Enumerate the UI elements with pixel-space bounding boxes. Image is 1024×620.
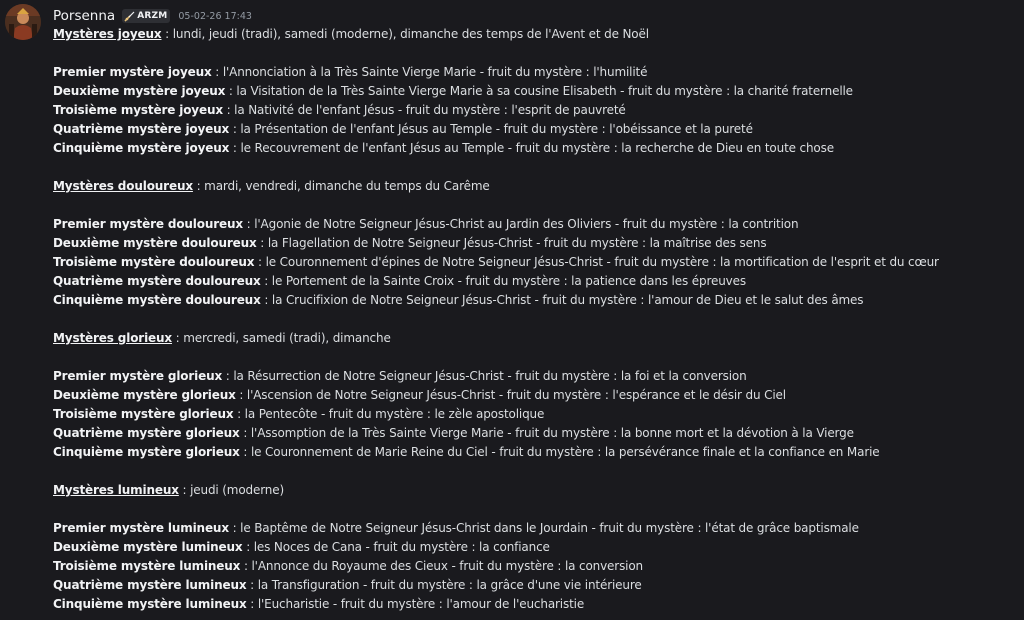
mystery-label: Quatrième mystère glorieux — [53, 426, 240, 440]
section-desc: : mercredi, samedi (tradi), dimanche — [172, 331, 391, 345]
mystery-line — [53, 519, 1018, 538]
mystery-line — [53, 595, 1018, 614]
section-heading — [53, 177, 1018, 196]
mystery-text: : l'Agonie de Notre Seigneur Jésus-Christ au Jardin des Oliviers - fruit du mystère : la contrition — [243, 217, 799, 231]
section-title: Mystères douloureux — [53, 179, 193, 193]
mystery-text: : la Présentation de l'enfant Jésus au Temple - fruit du mystère : l'obéissance et la pureté — [229, 122, 753, 136]
mystery-text: : l'Annonce du Royaume des Cieux - fruit du mystère : la conversion — [240, 559, 644, 573]
mystery-line — [53, 386, 1018, 405]
mystery-label: Troisième mystère lumineux — [53, 559, 241, 573]
mystery-line — [53, 557, 1018, 576]
mystery-label: Cinquième mystère lumineux — [53, 597, 247, 611]
blank-line — [53, 348, 1018, 367]
blank-line — [53, 44, 1018, 63]
section-desc: : jeudi (moderne) — [178, 483, 285, 497]
mystery-text: : les Noces de Cana - fruit du mystère : la confiance — [242, 540, 550, 554]
mystery-text: : la Transfiguration - fruit du mystère : la grâce d'une vie intérieure — [246, 578, 642, 592]
mystery-label: Premier mystère lumineux — [53, 521, 229, 535]
mystery-text: : l'Ascension de Notre Seigneur Jésus-Christ - fruit du mystère : l'espérance et le désir du Ciel — [235, 388, 786, 402]
mystery-label: Cinquième mystère joyeux — [53, 141, 230, 155]
avatar[interactable] — [5, 4, 41, 40]
mystery-line — [53, 234, 1018, 253]
mystery-text: : la Pentecôte - fruit du mystère : le zèle apostolique — [233, 407, 545, 421]
section-heading — [53, 25, 1018, 44]
mystery-label: Deuxième mystère joyeux — [53, 84, 226, 98]
mystery-label: Quatrième mystère douloureux — [53, 274, 261, 288]
sword-tag-icon — [124, 7, 135, 26]
mystery-label: Premier mystère douloureux — [53, 217, 243, 231]
section-title: Mystères glorieux — [53, 331, 173, 345]
mystery-line — [53, 101, 1018, 120]
mystery-label: Deuxième mystère douloureux — [53, 236, 257, 250]
section-desc: : mardi, vendredi, dimanche du temps du Carême — [192, 179, 490, 193]
blank-line — [53, 500, 1018, 519]
mystery-line — [53, 424, 1018, 443]
mystery-label: Deuxième mystère glorieux — [53, 388, 236, 402]
mystery-line — [53, 63, 1018, 82]
blank-line — [53, 310, 1018, 329]
mystery-text: : la Flagellation de Notre Seigneur Jésus-Christ - fruit du mystère : la maîtrise des sens — [256, 236, 767, 250]
timestamp[interactable]: 05-02-26 17:43 — [178, 10, 252, 22]
mystery-line — [53, 538, 1018, 557]
mystery-text: : l'Annonciation à la Très Sainte Vierge Marie - fruit du mystère : l'humilité — [211, 65, 648, 79]
mystery-label: Quatrième mystère lumineux — [53, 578, 247, 592]
mystery-text: : la Visitation de la Très Sainte Vierge Marie à sa cousine Elisabeth - fruit du mystère : la charité fraternelle — [225, 84, 853, 98]
mystery-label: Troisième mystère glorieux — [53, 407, 234, 421]
mystery-text: : le Couronnement d'épines de Notre Seigneur Jésus-Christ - fruit du mystère : la mortification de l'esprit et du cœur — [254, 255, 939, 269]
section-title: Mystères joyeux — [53, 27, 162, 41]
server-tag-label: ARZM — [137, 11, 168, 21]
username[interactable]: Porsenna — [53, 8, 116, 24]
mystery-line — [53, 139, 1018, 158]
mystery-line — [53, 82, 1018, 101]
mystery-line — [53, 576, 1018, 595]
mystery-line — [53, 443, 1018, 462]
mystery-text: : le Baptême de Notre Seigneur Jésus-Christ dans le Jourdain - fruit du mystère : l'état de grâce baptismale — [228, 521, 859, 535]
blank-line — [53, 158, 1018, 177]
section-heading — [53, 329, 1018, 348]
section-desc: : lundi, jeudi (tradi), samedi (moderne), dimanche des temps de l'Avent et de Noël — [161, 27, 649, 41]
section-heading — [53, 481, 1018, 500]
blank-line — [53, 462, 1018, 481]
mystery-text: : le Couronnement de Marie Reine du Ciel - fruit du mystère : la persévérance finale et la confiance en Marie — [239, 445, 880, 459]
mystery-label: Premier mystère joyeux — [53, 65, 212, 79]
mystery-line — [53, 405, 1018, 424]
mystery-text: : l'Assomption de la Très Sainte Vierge Marie - fruit du mystère : la bonne mort et la dévotion à la Vierge — [239, 426, 854, 440]
message-header — [53, 7, 252, 25]
mystery-label: Quatrième mystère joyeux — [53, 122, 230, 136]
mystery-label: Cinquième mystère glorieux — [53, 445, 240, 459]
mystery-line — [53, 291, 1018, 310]
mystery-label: Troisième mystère joyeux — [53, 103, 223, 117]
mystery-text: : le Portement de la Sainte Croix - fruit du mystère : la patience dans les épreuves — [260, 274, 746, 288]
mystery-line — [53, 253, 1018, 272]
mystery-label: Premier mystère glorieux — [53, 369, 223, 383]
mystery-label: Troisième mystère douloureux — [53, 255, 255, 269]
mystery-text: : la Nativité de l'enfant Jésus - fruit du mystère : l'esprit de pauvreté — [222, 103, 626, 117]
mystery-text: : le Recouvrement de l'enfant Jésus au Temple - fruit du mystère : la recherche de Dieu en toute chose — [229, 141, 834, 155]
mystery-text: : la Résurrection de Notre Seigneur Jésus-Christ - fruit du mystère : la foi et la conversion — [222, 369, 747, 383]
mystery-line — [53, 120, 1018, 139]
mystery-label: Cinquième mystère douloureux — [53, 293, 261, 307]
mystery-label: Deuxième mystère lumineux — [53, 540, 243, 554]
mystery-line — [53, 215, 1018, 234]
blank-line — [53, 196, 1018, 215]
mystery-line — [53, 272, 1018, 291]
mystery-text: : l'Eucharistie - fruit du mystère : l'amour de l'eucharistie — [246, 597, 585, 611]
mystery-text: : la Crucifixion de Notre Seigneur Jésus-Christ - fruit du mystère : l'amour de Dieu et le salut des âmes — [260, 293, 864, 307]
server-tag[interactable] — [122, 9, 170, 23]
section-title: Mystères lumineux — [53, 483, 179, 497]
mystery-line — [53, 367, 1018, 386]
message-content — [53, 25, 1018, 614]
avatar-icon — [5, 4, 41, 40]
